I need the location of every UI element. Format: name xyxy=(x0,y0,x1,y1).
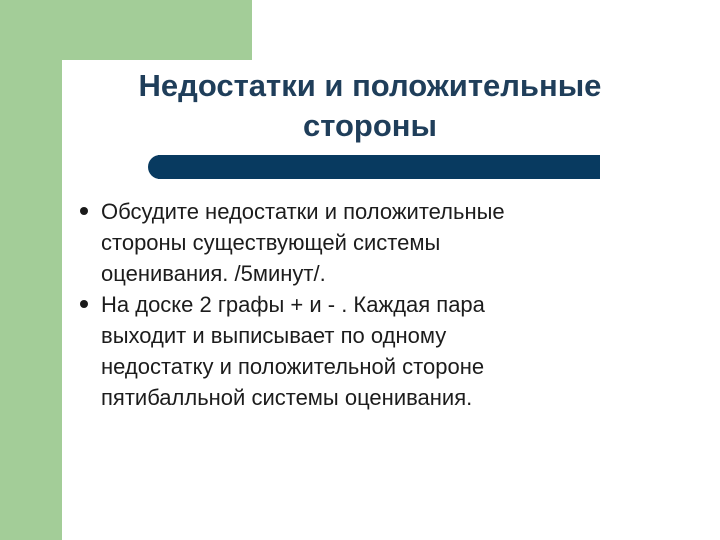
bullet-dot-icon xyxy=(80,300,88,308)
title-underline-bar xyxy=(158,155,600,179)
bullet-1-line-2: стороны существующей системы xyxy=(101,230,441,255)
bullet-item-1 xyxy=(70,196,670,289)
bullet-list xyxy=(70,196,670,413)
bullet-1-line-1: Обсудите недостатки и положительные xyxy=(101,199,505,224)
bullet-2-line-3: недостатку и положительной стороне xyxy=(101,354,485,379)
bullet-2-line-4: пятибалльной системы оценивания. xyxy=(101,385,473,410)
bullet-2-line-1: На доске 2 графы + и - . Каждая пара xyxy=(101,292,485,317)
left-green-band xyxy=(0,0,62,540)
slide-title-line-1: Недостатки и положительные xyxy=(138,68,602,103)
bullet-text-2 xyxy=(101,289,670,413)
bullet-text-1 xyxy=(101,196,670,289)
slide-title-line-2: стороны xyxy=(302,108,438,143)
bullet-2-line-2: выходит и выписывает по одному xyxy=(101,323,447,348)
bullet-item-2 xyxy=(70,289,670,413)
slide-title xyxy=(70,66,670,146)
top-green-block xyxy=(0,0,252,60)
bullet-1-line-3: оценивания. /5минут/. xyxy=(101,261,326,286)
bullet-dot-icon xyxy=(80,207,88,215)
